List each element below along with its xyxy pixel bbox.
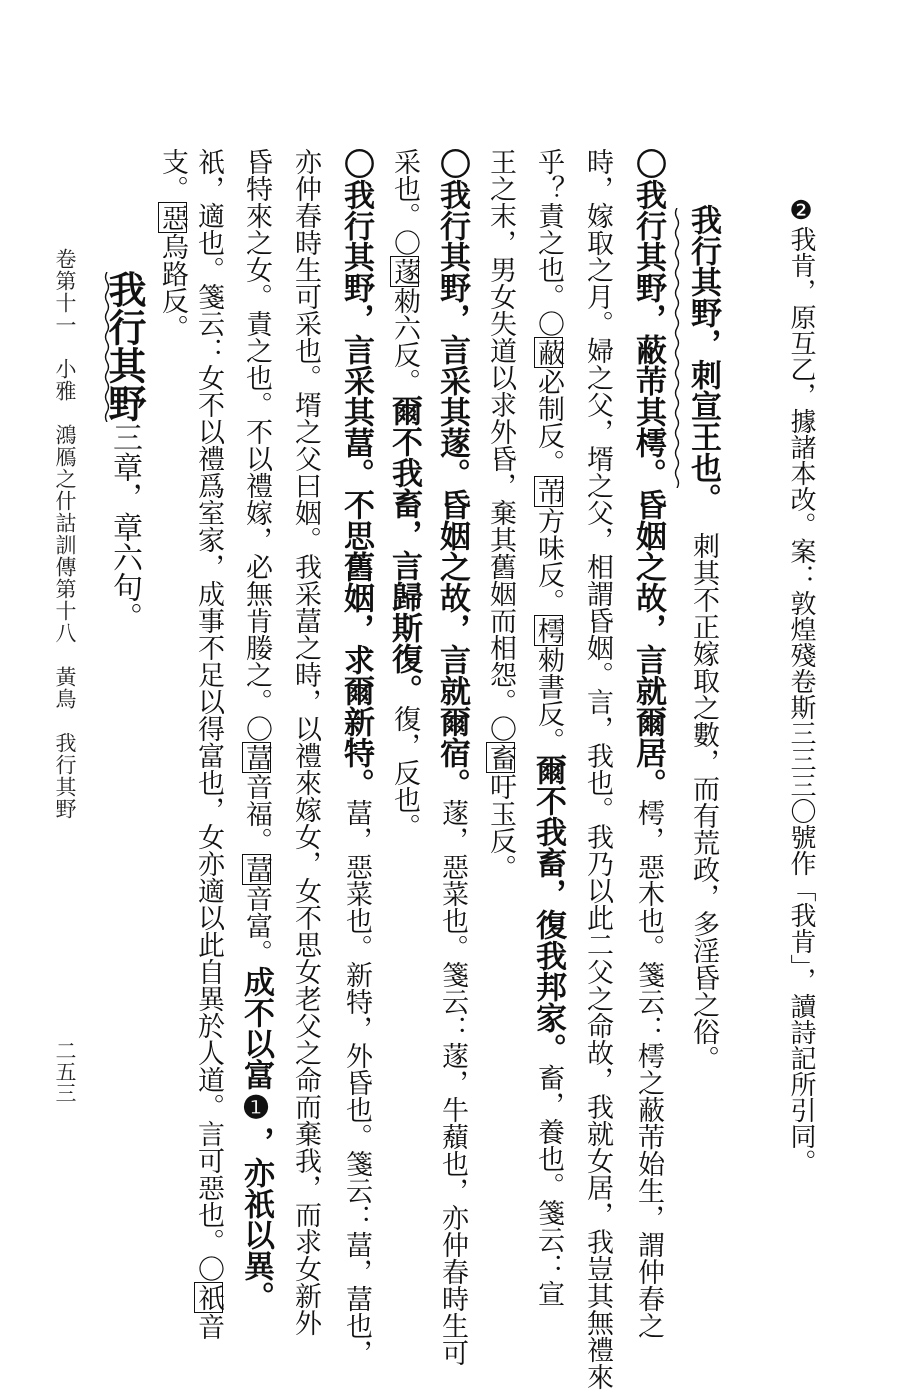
page-number: 二五三 — [53, 1040, 77, 1103]
note-marker: ❷ — [786, 196, 816, 226]
stanza3-gloss-a: 葍，惡菜也。新特，外昏也。箋云：葍，葍也， — [341, 799, 372, 1366]
poem-heading: 我行其野，刺宣王也。 — [685, 204, 721, 514]
stanza2-gloss-b: 復，反也。 — [389, 705, 420, 840]
stanza3-text: 支。 — [157, 148, 188, 202]
pronunciation-head-char: 惡 — [157, 204, 188, 231]
stanza2-column2 — [386, 148, 422, 840]
chapter-count: 三章，章六句。 — [107, 422, 142, 632]
stanza1-column2 — [584, 148, 611, 1390]
stanza3-text: 昏特來之女。責之也。不以禮嫁，必無肯媵之。〇 — [241, 148, 272, 742]
stanza3-column2 — [292, 148, 319, 1336]
pronunciation-gloss: 音福。 — [241, 773, 272, 854]
stanza1-gloss-b: 時，嫁取之月。婦之父，壻之父，相謂昏姻。言，我也。我乃以此二父之命故，我就女居，我豈其無禮來 — [582, 148, 613, 1390]
pronunciation-head-char: 祇 — [193, 1284, 224, 1311]
pronunciation-head-char: 芾 — [533, 478, 564, 505]
stanza1-column4 — [486, 148, 515, 881]
stanza3-verse-c: 成不以富 — [238, 966, 274, 1090]
pronunciation-gloss: 勑書反。 — [533, 646, 564, 754]
stanza2-column1 — [434, 148, 470, 1366]
pronunciation-head-char: 畜 — [485, 744, 516, 771]
heading-wavy-underline — [674, 208, 680, 488]
heading-gloss: 刺其不正嫁取之數，而有荒政，多淫昏之俗。 — [688, 532, 719, 1072]
stanza3-gloss-b: 亦仲春時生可采也。壻之父曰姻。我采葍之時，以禮來嫁女，女不思女老父之命而棄我，而求女新外 — [290, 148, 321, 1336]
running-footer: 卷第十一 小雅 鴻鴈之什詁訓傳第十八 黃鳥 我行其野 — [53, 248, 77, 820]
stanza1-text: 乎？責之也。〇 — [533, 148, 564, 337]
stanza3-column3 — [238, 148, 274, 1312]
stanza3-verse-b: 不思舊姻，求爾新特。 — [338, 489, 374, 799]
pronunciation-head-char: 蓫 — [389, 258, 420, 285]
pronunciation-gloss: 方味反。 — [533, 507, 564, 615]
stanza3-column5 — [158, 148, 187, 341]
pronunciation-head-char: 葍 — [241, 744, 272, 771]
pronunciation-head-char: 葍 — [241, 856, 272, 883]
stanza2-verse-c: 爾不我畜，言歸斯復。 — [386, 395, 422, 705]
stanza2-verse-b: 昏姻之故，言就爾宿。 — [434, 489, 470, 799]
stanza1-column1 — [630, 148, 666, 1339]
stanza1-gloss-c: 畜，養也。箋云：宣 — [533, 1064, 564, 1307]
poem-heading-column — [685, 204, 721, 1072]
pronunciation-head-char: 蔽 — [533, 339, 564, 366]
stanza3-column1 — [338, 148, 374, 1366]
stanza1-gloss-a: 樗，惡木也。箋云：樗之蔽芾始生，謂仲春之 — [633, 799, 664, 1339]
closing-wavy-underline — [104, 272, 110, 422]
stanza2-text: 采也。〇 — [389, 148, 420, 256]
stanza1-verse-a: 〇我行其野，蔽芾其樗。 — [630, 148, 666, 489]
stanza1-gloss-d: 王之末，男女失道以求外昏，棄其舊姻而相怨。〇 — [485, 148, 516, 742]
stanza1-column3 — [530, 148, 566, 1307]
stanza3-gloss-c: 祇，適也。箋云：女不以禮爲室家，成事不足以得富也，女亦適以此自異於人道。言可惡也。〇 — [193, 148, 224, 1282]
pronunciation-gloss: 音 — [193, 1313, 224, 1340]
closing-title: 我行其野 — [102, 270, 147, 422]
stanza2-verse-a: 〇我行其野，言采其蓫。 — [434, 148, 470, 489]
note-text: 我肯，原互乙，據諸本改。案：敦煌殘卷斯三三三〇號作「我肯」，讀詩記所引同。 — [786, 226, 816, 1175]
pronunciation-gloss: 音富。 — [241, 885, 272, 966]
pronunciation-gloss: 勑六反。 — [389, 287, 420, 395]
pronunciation-head-char: 樗 — [533, 617, 564, 644]
footnote-marker: ❶ — [238, 1090, 274, 1126]
pronunciation-gloss: 烏路反。 — [157, 233, 188, 341]
closing-column — [102, 270, 147, 632]
textual-note-column — [788, 196, 814, 1175]
stanza3-verse-d: ，亦祇以異。 — [238, 1126, 274, 1312]
stanza3-column4 — [194, 148, 223, 1340]
stanza1-verse-b: 昏姻之故，言就爾居。 — [630, 489, 666, 799]
pronunciation-gloss: 吁玉反。 — [485, 773, 516, 881]
stanza3-verse-a: 〇我行其野，言采其葍。 — [338, 148, 374, 489]
stanza2-gloss-a: 蓫，惡菜也。箋云：蓫，牛蘈也，亦仲春時生可 — [437, 799, 468, 1366]
pronunciation-gloss: 必制反。 — [533, 368, 564, 476]
stanza1-verse-c: 爾不我畜，復我邦家。 — [530, 754, 566, 1064]
